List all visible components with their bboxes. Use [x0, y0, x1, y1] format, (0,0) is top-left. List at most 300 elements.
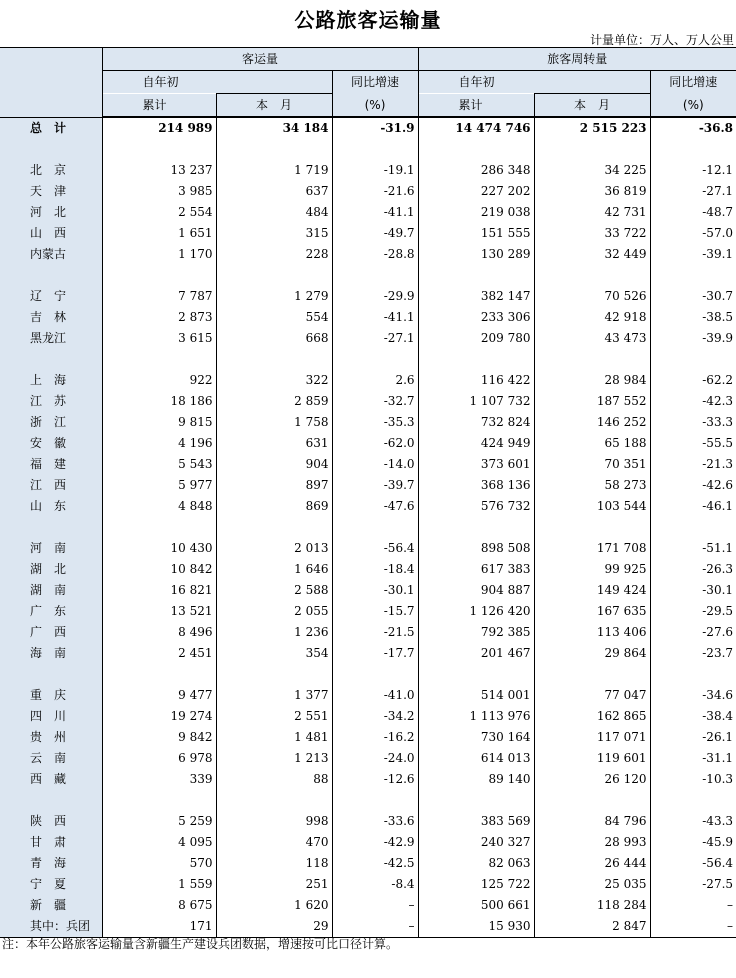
spacer-cell — [650, 517, 736, 538]
ytd-volume-cell: 8 496 — [102, 622, 216, 643]
region-name: 贵 州 — [0, 727, 102, 748]
ytd-turnover-cell: 617 383 — [418, 559, 534, 580]
unit-label: 计量单位：万人、万人公里 — [589, 33, 734, 47]
spacer-cell — [650, 265, 736, 286]
month-turnover-cell: 70 526 — [534, 286, 650, 307]
spacer-cell — [216, 664, 332, 685]
month-turnover-cell: 77 047 — [534, 685, 650, 706]
turnover-yoy-cell: – — [727, 898, 734, 912]
ytd-volume-cell: 7 787 — [102, 286, 216, 307]
volume-yoy-cell: -18.4 — [332, 559, 418, 580]
cumulative-header-2: 累计 — [418, 94, 534, 118]
page-title: 公路旅客运输量 — [294, 8, 442, 32]
table-row — [0, 874, 736, 895]
turnover-yoy-cell: -36.8 — [698, 121, 734, 135]
ytd-turnover-cell: 89 140 — [418, 769, 534, 790]
month-turnover-cell: 113 406 — [534, 622, 650, 643]
ytd-turnover-cell: 286 348 — [418, 160, 534, 181]
volume-yoy-cell: -24.0 — [332, 748, 418, 769]
spacer-cell — [102, 790, 216, 811]
spacer-row — [0, 517, 736, 538]
ytd-volume-cell: 6 978 — [102, 748, 216, 769]
ytd-volume-cell: 19 274 — [102, 706, 216, 727]
region-name: 北 京 — [0, 160, 102, 181]
region-name: 四 川 — [0, 706, 102, 727]
table-row — [0, 832, 736, 853]
month-header-2: 本 月 — [534, 94, 650, 118]
volume-yoy-cell: -21.6 — [332, 181, 418, 202]
volume-yoy-cell: -41.1 — [332, 307, 418, 328]
region-name: 安 徽 — [0, 433, 102, 454]
ytd-turnover-cell: 732 824 — [418, 412, 534, 433]
turnover-yoy-cell: -46.1 — [702, 499, 734, 513]
ytd-header-1: 自年初 — [102, 71, 332, 94]
turnover-yoy-cell: -29.5 — [702, 604, 734, 618]
table-row — [0, 853, 736, 874]
volume-yoy-cell: -8.4 — [332, 874, 418, 895]
table-row — [0, 412, 736, 433]
month-turnover-cell: 70 351 — [534, 454, 650, 475]
region-name: 河 北 — [0, 202, 102, 223]
region-name: 其中：兵团 — [0, 916, 102, 938]
table-row — [0, 895, 736, 916]
spacer-row — [0, 349, 736, 370]
header-row-1 — [0, 48, 736, 71]
ytd-volume-cell: 2 451 — [102, 643, 216, 664]
table-row — [0, 727, 736, 748]
spacer-cell — [0, 139, 102, 160]
region-name: 重 庆 — [0, 685, 102, 706]
month-turnover-cell: 42 731 — [534, 202, 650, 223]
ytd-turnover-cell: 1 126 420 — [418, 601, 534, 622]
spacer-cell — [0, 349, 102, 370]
table-row — [0, 601, 736, 622]
month-volume-cell: 631 — [216, 433, 332, 454]
month-turnover-cell: 149 424 — [534, 580, 650, 601]
month-turnover-cell: 167 635 — [534, 601, 650, 622]
month-header-1: 本 月 — [216, 94, 332, 118]
yoy-unit-header-1: (%) — [332, 94, 418, 118]
region-header — [0, 48, 102, 118]
month-volume-cell: 904 — [216, 454, 332, 475]
turnover-yoy-cell: -33.3 — [702, 415, 734, 429]
volume-yoy-cell: -41.0 — [332, 685, 418, 706]
turnover-yoy-cell: -51.1 — [702, 541, 734, 555]
ytd-volume-cell: 3 985 — [102, 181, 216, 202]
turnover-yoy-cell: -21.3 — [702, 457, 734, 471]
table-row — [0, 496, 736, 517]
ytd-volume-cell: 10 430 — [102, 538, 216, 559]
table-row — [0, 223, 736, 244]
yoy-header-1: 同比增速 — [332, 71, 418, 94]
month-turnover-cell: 65 188 — [534, 433, 650, 454]
turnover-yoy-cell: -39.9 — [702, 331, 734, 345]
month-turnover-cell: 32 449 — [534, 244, 650, 265]
volume-yoy-cell: -34.2 — [332, 706, 418, 727]
month-turnover-cell: 25 035 — [534, 874, 650, 895]
ytd-volume-cell: 1 170 — [102, 244, 216, 265]
ytd-volume-cell: 13 521 — [102, 601, 216, 622]
month-volume-cell: 2 588 — [216, 580, 332, 601]
month-volume-cell: 484 — [216, 202, 332, 223]
table-row — [0, 202, 736, 223]
month-turnover-cell: 43 473 — [534, 328, 650, 349]
month-volume-cell: 1 213 — [216, 748, 332, 769]
region-name: 江 苏 — [0, 391, 102, 412]
month-turnover-cell: 28 993 — [534, 832, 650, 853]
spacer-cell — [0, 790, 102, 811]
table-row — [0, 391, 736, 412]
turnover-yoy-cell: -30.7 — [702, 289, 734, 303]
volume-yoy-cell: -19.1 — [332, 160, 418, 181]
cumulative-header-1: 累计 — [102, 94, 216, 118]
spacer-row — [0, 265, 736, 286]
region-name: 上 海 — [0, 370, 102, 391]
spacer-cell — [650, 790, 736, 811]
volume-yoy-cell: -27.1 — [332, 328, 418, 349]
volume-yoy-cell: -14.0 — [332, 454, 418, 475]
month-volume-cell: 1 646 — [216, 559, 332, 580]
turnover-yoy-cell: -56.4 — [702, 856, 734, 870]
ytd-turnover-cell: 14 474 746 — [418, 117, 534, 139]
ytd-volume-cell: 2 554 — [102, 202, 216, 223]
month-volume-cell: 1 236 — [216, 622, 332, 643]
ytd-volume-cell: 4 196 — [102, 433, 216, 454]
month-volume-cell: 470 — [216, 832, 332, 853]
table-row — [0, 454, 736, 475]
ytd-turnover-cell: 514 001 — [418, 685, 534, 706]
spacer-cell — [0, 517, 102, 538]
volume-yoy-cell: -47.6 — [332, 496, 418, 517]
total-row — [0, 117, 736, 139]
volume-yoy-cell: -16.2 — [332, 727, 418, 748]
ytd-volume-cell: 5 977 — [102, 475, 216, 496]
turnover-yoy-cell: -26.3 — [702, 562, 734, 576]
month-volume-cell: 1 481 — [216, 727, 332, 748]
ytd-volume-cell: 2 873 — [102, 307, 216, 328]
month-volume-cell: 251 — [216, 874, 332, 895]
table-row — [0, 181, 736, 202]
spacer-row — [0, 139, 736, 160]
region-name: 广 东 — [0, 601, 102, 622]
spacer-cell — [216, 139, 332, 160]
turnover-yoy-cell: -27.5 — [702, 877, 734, 891]
ytd-turnover-cell: 382 147 — [418, 286, 534, 307]
region-name: 陕 西 — [0, 811, 102, 832]
spacer-cell — [216, 349, 332, 370]
spacer-cell — [102, 139, 216, 160]
table-row — [0, 538, 736, 559]
turnover-yoy-cell: -43.3 — [702, 814, 734, 828]
month-turnover-cell: 28 984 — [534, 370, 650, 391]
region-name: 湖 南 — [0, 580, 102, 601]
ytd-volume-cell: 922 — [102, 370, 216, 391]
ytd-volume-cell: 18 186 — [102, 391, 216, 412]
month-volume-cell: 1 377 — [216, 685, 332, 706]
month-turnover-cell: 36 819 — [534, 181, 650, 202]
table-row — [0, 370, 736, 391]
turnover-yoy-cell: -42.3 — [702, 394, 734, 408]
month-turnover-cell: 187 552 — [534, 391, 650, 412]
ytd-turnover-cell: 500 661 — [418, 895, 534, 916]
month-volume-cell: 1 758 — [216, 412, 332, 433]
header-row-2 — [0, 71, 736, 94]
spacer-cell — [534, 664, 650, 685]
volume-yoy-cell: -42.9 — [332, 832, 418, 853]
turnover-yoy-cell: -55.5 — [702, 436, 734, 450]
data-table — [0, 47, 736, 938]
ytd-volume-cell: 4 848 — [102, 496, 216, 517]
month-volume-cell: 2 013 — [216, 538, 332, 559]
month-turnover-cell: 34 225 — [534, 160, 650, 181]
region-name: 辽 宁 — [0, 286, 102, 307]
spacer-cell — [332, 517, 418, 538]
region-name: 西 藏 — [0, 769, 102, 790]
spacer-cell — [534, 265, 650, 286]
spacer-cell — [418, 517, 534, 538]
month-volume-cell: 88 — [216, 769, 332, 790]
month-volume-cell: 998 — [216, 811, 332, 832]
month-volume-cell: 2 055 — [216, 601, 332, 622]
month-turnover-cell: 118 284 — [534, 895, 650, 916]
ytd-header-2: 自年初 — [418, 71, 650, 94]
ytd-volume-cell: 13 237 — [102, 160, 216, 181]
table-row — [0, 643, 736, 664]
spacer-cell — [418, 265, 534, 286]
table-row — [0, 286, 736, 307]
header-row-3 — [0, 94, 736, 118]
spacer-cell — [216, 265, 332, 286]
month-turnover-cell: 33 722 — [534, 223, 650, 244]
month-volume-cell: 1 279 — [216, 286, 332, 307]
month-volume-cell: 1 620 — [216, 895, 332, 916]
region-name: 山 西 — [0, 223, 102, 244]
volume-yoy-cell: -41.1 — [332, 202, 418, 223]
month-volume-cell: 118 — [216, 853, 332, 874]
spacer-cell — [102, 517, 216, 538]
month-volume-cell: 354 — [216, 643, 332, 664]
ytd-volume-cell: 4 095 — [102, 832, 216, 853]
spacer-cell — [534, 139, 650, 160]
spacer-cell — [534, 349, 650, 370]
spacer-cell — [534, 517, 650, 538]
ytd-volume-cell: 10 842 — [102, 559, 216, 580]
month-turnover-cell: 2 515 223 — [534, 117, 650, 139]
ytd-turnover-cell: 904 887 — [418, 580, 534, 601]
month-turnover-cell: 26 120 — [534, 769, 650, 790]
region-name: 黑龙江 — [0, 328, 102, 349]
month-volume-cell: 2 859 — [216, 391, 332, 412]
ytd-turnover-cell: 227 202 — [418, 181, 534, 202]
spacer-cell — [418, 139, 534, 160]
turnover-yoy-cell: -42.6 — [702, 478, 734, 492]
volume-yoy-cell: -39.7 — [332, 475, 418, 496]
spacer-cell — [418, 349, 534, 370]
volume-yoy-cell: – — [332, 916, 418, 938]
ytd-volume-cell: 8 675 — [102, 895, 216, 916]
table-row — [0, 328, 736, 349]
turnover-yoy-cell: -38.4 — [702, 709, 734, 723]
spacer-cell — [650, 139, 736, 160]
ytd-volume-cell: 1 559 — [102, 874, 216, 895]
volume-yoy-cell: -32.7 — [332, 391, 418, 412]
ytd-turnover-cell: 383 569 — [418, 811, 534, 832]
month-volume-cell: 2 551 — [216, 706, 332, 727]
spacer-cell — [102, 664, 216, 685]
region-name: 山 东 — [0, 496, 102, 517]
turnover-yoy-cell: -23.7 — [702, 646, 734, 660]
group-header-passenger-turnover: 旅客周转量 — [418, 48, 736, 71]
spacer-row — [0, 664, 736, 685]
region-name: 新 疆 — [0, 895, 102, 916]
month-volume-cell: 554 — [216, 307, 332, 328]
volume-yoy-cell: 2.6 — [332, 370, 418, 391]
spacer-cell — [332, 664, 418, 685]
ytd-volume-cell: 16 821 — [102, 580, 216, 601]
table-row — [0, 769, 736, 790]
region-name: 总 计 — [0, 117, 102, 139]
ytd-turnover-cell: 82 063 — [418, 853, 534, 874]
spacer-cell — [418, 664, 534, 685]
region-name: 青 海 — [0, 853, 102, 874]
yoy-unit-header-2: (%) — [650, 94, 736, 118]
ytd-turnover-cell: 116 422 — [418, 370, 534, 391]
month-volume-cell: 34 184 — [216, 117, 332, 139]
spacer-cell — [102, 265, 216, 286]
ytd-turnover-cell: 209 780 — [418, 328, 534, 349]
turnover-yoy-cell: -30.1 — [702, 583, 734, 597]
table-row — [0, 685, 736, 706]
table-row — [0, 811, 736, 832]
ytd-turnover-cell: 125 722 — [418, 874, 534, 895]
spacer-cell — [102, 349, 216, 370]
spacer-cell — [418, 790, 534, 811]
month-turnover-cell: 171 708 — [534, 538, 650, 559]
ytd-turnover-cell: 576 732 — [418, 496, 534, 517]
month-volume-cell: 637 — [216, 181, 332, 202]
ytd-turnover-cell: 233 306 — [418, 307, 534, 328]
table-row — [0, 307, 736, 328]
month-volume-cell: 322 — [216, 370, 332, 391]
ytd-volume-cell: 5 543 — [102, 454, 216, 475]
turnover-yoy-cell: -39.1 — [702, 247, 734, 261]
turnover-yoy-cell: -27.1 — [702, 184, 734, 198]
region-name: 天 津 — [0, 181, 102, 202]
month-volume-cell: 869 — [216, 496, 332, 517]
ytd-turnover-cell: 792 385 — [418, 622, 534, 643]
month-turnover-cell: 146 252 — [534, 412, 650, 433]
ytd-volume-cell: 9 842 — [102, 727, 216, 748]
turnover-yoy-cell: -45.9 — [702, 835, 734, 849]
month-turnover-cell: 58 273 — [534, 475, 650, 496]
ytd-volume-cell: 9 477 — [102, 685, 216, 706]
ytd-turnover-cell: 130 289 — [418, 244, 534, 265]
month-volume-cell: 315 — [216, 223, 332, 244]
region-name: 浙 江 — [0, 412, 102, 433]
month-volume-cell: 29 — [216, 916, 332, 938]
month-turnover-cell: 103 544 — [534, 496, 650, 517]
volume-yoy-cell: -21.5 — [332, 622, 418, 643]
ytd-turnover-cell: 373 601 — [418, 454, 534, 475]
turnover-yoy-cell: – — [650, 916, 736, 938]
turnover-yoy-cell: -48.7 — [702, 205, 734, 219]
ytd-volume-cell: 570 — [102, 853, 216, 874]
region-name: 江 西 — [0, 475, 102, 496]
table-row — [0, 706, 736, 727]
ytd-volume-cell: 9 815 — [102, 412, 216, 433]
month-volume-cell: 668 — [216, 328, 332, 349]
ytd-turnover-cell: 614 013 — [418, 748, 534, 769]
month-volume-cell: 1 719 — [216, 160, 332, 181]
ytd-volume-cell: 3 615 — [102, 328, 216, 349]
volume-yoy-cell: -12.6 — [332, 769, 418, 790]
ytd-turnover-cell: 898 508 — [418, 538, 534, 559]
spacer-row — [0, 790, 736, 811]
turnover-yoy-cell: -27.6 — [702, 625, 734, 639]
turnover-yoy-cell: -10.3 — [702, 772, 734, 786]
month-turnover-cell: 42 918 — [534, 307, 650, 328]
volume-yoy-cell: -30.1 — [332, 580, 418, 601]
spacer-cell — [534, 790, 650, 811]
region-name: 吉 林 — [0, 307, 102, 328]
spacer-cell — [0, 664, 102, 685]
volume-yoy-cell: -35.3 — [332, 412, 418, 433]
ytd-turnover-cell: 368 136 — [418, 475, 534, 496]
volume-yoy-cell: -42.5 — [332, 853, 418, 874]
spacer-cell — [332, 349, 418, 370]
table-row — [0, 580, 736, 601]
table-row — [0, 244, 736, 265]
volume-yoy-cell: -15.7 — [332, 601, 418, 622]
spacer-cell — [332, 790, 418, 811]
volume-yoy-cell: -49.7 — [332, 223, 418, 244]
month-turnover-cell: 26 444 — [534, 853, 650, 874]
turnover-yoy-cell: -12.1 — [702, 163, 734, 177]
ytd-turnover-cell: 201 467 — [418, 643, 534, 664]
ytd-volume-cell: 5 259 — [102, 811, 216, 832]
region-name: 广 西 — [0, 622, 102, 643]
table-row — [0, 748, 736, 769]
volume-yoy-cell: -33.6 — [332, 811, 418, 832]
ytd-turnover-cell: 240 327 — [418, 832, 534, 853]
region-name: 宁 夏 — [0, 874, 102, 895]
ytd-volume-cell: 214 989 — [102, 117, 216, 139]
spacer-cell — [332, 139, 418, 160]
ytd-turnover-cell: 1 107 732 — [418, 391, 534, 412]
table-row — [0, 433, 736, 454]
month-turnover-cell: 162 865 — [534, 706, 650, 727]
spacer-cell — [650, 664, 736, 685]
month-turnover-cell: 117 071 — [534, 727, 650, 748]
month-turnover-cell: 119 601 — [534, 748, 650, 769]
month-turnover-cell: 2 847 — [534, 916, 650, 938]
footnote: 注：本年公路旅客运输量含新疆生产建设兵团数据，增速按可比口径计算。 — [2, 937, 399, 951]
table-row — [0, 475, 736, 496]
ytd-turnover-cell: 730 164 — [418, 727, 534, 748]
turnover-yoy-cell: -62.2 — [702, 373, 734, 387]
ytd-volume-cell: 1 651 — [102, 223, 216, 244]
turnover-yoy-cell: -34.6 — [702, 688, 734, 702]
turnover-yoy-cell: -31.1 — [702, 751, 734, 765]
region-name: 湖 北 — [0, 559, 102, 580]
region-name: 海 南 — [0, 643, 102, 664]
volume-yoy-cell: -31.9 — [332, 117, 418, 139]
month-turnover-cell: 84 796 — [534, 811, 650, 832]
ytd-turnover-cell: 15 930 — [418, 916, 534, 938]
month-volume-cell: 228 — [216, 244, 332, 265]
spacer-cell — [332, 265, 418, 286]
spacer-cell — [650, 349, 736, 370]
